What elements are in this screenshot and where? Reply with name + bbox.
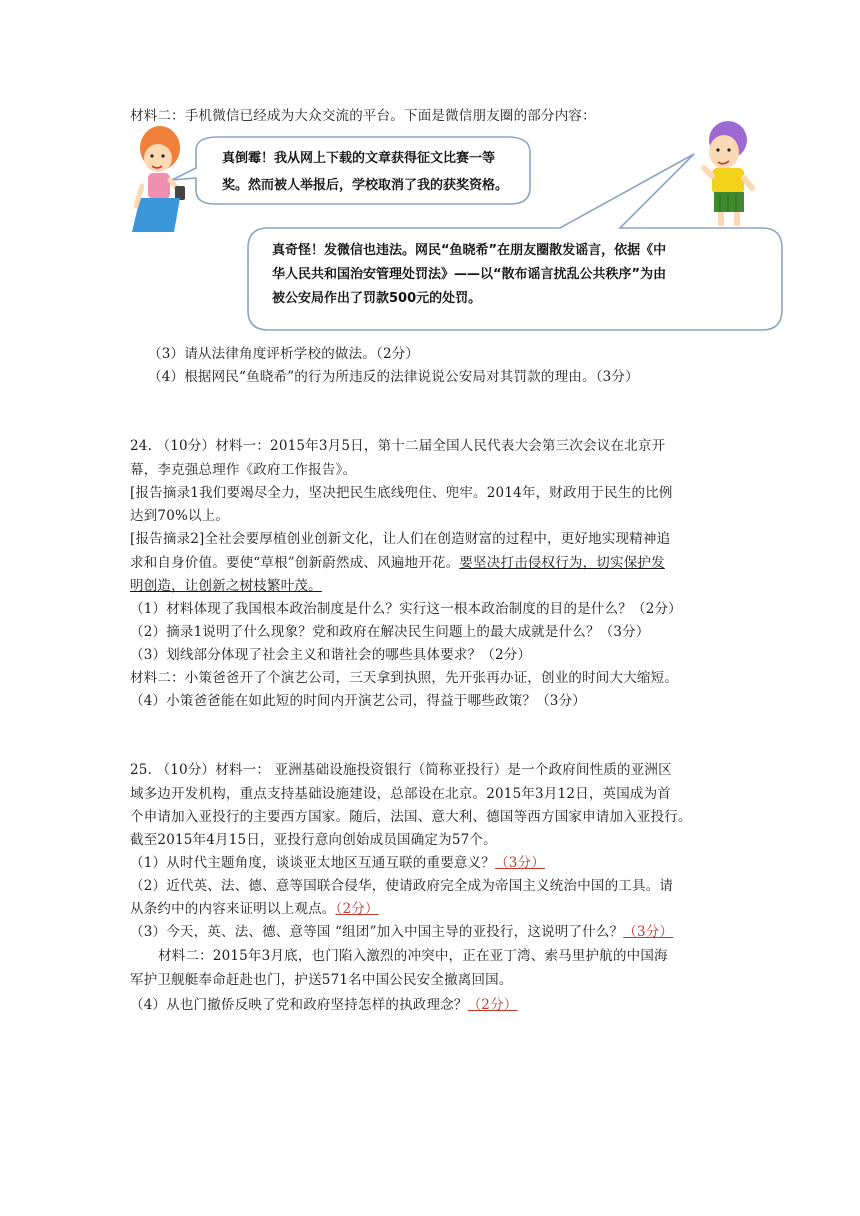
q24-line4: 达到70%以上。 (130, 508, 230, 524)
material-intro: 材料二：手机微信已经成为大众交流的平台。下面是微信朋友圈的部分内容： (130, 108, 596, 124)
q24-line3: [报告摘录1我们要竭尽全力，坚决把民生底线兜住、兜牢。2014年，财政用于民生的比例 (130, 485, 673, 501)
q25-q2-line2 (130, 899, 379, 919)
q24-line1: 24. （10分）材料一：2015年3月5日，第十二届全国人民代表大会第三次会议在北京开 (130, 438, 666, 454)
q25-q3 (130, 922, 673, 942)
q25-q1-score: （3分） (495, 855, 545, 871)
q24-material2: 材料二：小策爸爸开了个演艺公司，三天拿到执照，先开张再办证，创业的时间大大缩短。 (130, 670, 678, 686)
bubble1-line1: 真倒霉！我从网上下载的文章获得征文比赛一等 (222, 151, 496, 166)
q24-q3: （3）划线部分体现了社会主义和谐社会的哪些具体要求？（2分） (130, 647, 532, 663)
q24-line6 (130, 553, 665, 573)
bubble1-line2: 奖。然而被人举报后，学校取消了我的获奖资格。 (222, 178, 509, 193)
q25-line1: 25. （10分）材料一： 亚洲基础设施投资银行（简称亚投行）是一个政府间性质的亚洲区 (130, 762, 672, 778)
q24-line7 (130, 576, 322, 596)
q24-underlined-2: 明创造，让创新之树枝繁叶茂。 (130, 578, 322, 594)
q25-q4 (130, 995, 517, 1015)
q24-q2: （2）摘录1说明了什么现象？党和政府在解决民生问题上的最大成就是什么？（3分） (130, 624, 650, 640)
q23-3: （3）请从法律角度评析学校的做法。（2分） (148, 346, 420, 362)
q25-q1-text: （1）从时代主题角度，谈谈亚太地区互通互联的重要意义？ (130, 855, 495, 871)
bubble2-line2: 华人民共和国治安管理处罚法》——以“散布谣言扰乱公共秩序”为由 (272, 267, 667, 282)
q25-line2: 域多边开发机构，重点支持基础设施建设，总部设在北京。2015年3月12日，英国成为首 (130, 786, 672, 802)
q25-q2-line1: （2）近代英、法、德、意等国联合侵华，使请政府完全成为帝国主义统治中国的工具。请 (130, 878, 674, 894)
q24-line5: [报告摘录2]全社会要厚植创业创新文化，让人们在创造财富的过程中，更好地实现精神追 (130, 531, 671, 547)
q24-q4: （4）小策爸爸能在如此短的时间内开演艺公司，得益于哪些政策？（3分） (130, 693, 586, 709)
boy-figure-icon (704, 121, 752, 226)
q25-q3-text: （3）今天，英、法、德、意等国 “组团”加入中国主导的亚投行，这说明了什么？ (130, 924, 624, 940)
q25-q3-score: （3分） (623, 924, 674, 940)
q25-q2-text: 从条约中的内容来证明以上观点。 (130, 901, 336, 917)
q25-q2-score: （2分） (335, 901, 379, 917)
q25-q1 (130, 853, 545, 873)
q25-m2-line2: 军护卫舰艇奉命赶赴也门，护送571名中国公民安全撤离回国。 (130, 972, 513, 988)
q24-line2: 幕，李克强总理作《政府工作报告》。 (130, 462, 357, 478)
q25-line3: 个申请加入亚投行的主要西方国家。随后，法国、意大利、德国等西方国家申请加入亚投行。 (130, 809, 692, 825)
q25-q4-text: （4）从也门撤侨反映了党和政府坚持怎样的执政理念？ (130, 997, 468, 1013)
q25-line4: 截至2015年4月15日，亚投行意向创始成员国确定为57个。 (130, 832, 497, 848)
q25-m2-line1: 材料二：2015年3月底，也门陷入激烈的冲突中，正在亚丁湾、索马里护航的中国海 (158, 948, 668, 964)
q24-underlined-1: 要坚决打击侵权行为，切实保护发 (459, 555, 665, 571)
bubble2-line1: 真奇怪！发微信也违法。网民“鱼晓希”在朋友圈散发谣言，依据《中 (272, 243, 667, 258)
bubble2-line3: 被公安局作出了罚款500元的处罚。 (272, 291, 482, 306)
q24-q1: （1）材料体现了我国根本政治制度是什么？实行这一根本政治制度的目的是什么？（2分） (130, 601, 682, 617)
q25-q4-score: （2分） (467, 997, 518, 1013)
q23-4: （4）根据网民“鱼晓希”的行为所违反的法律说说公安局对其罚款的理由。（3分） (148, 369, 639, 385)
q24-line6-text: 求和自身价值。要使“草根”创新蔚然成、风遍地开花。 (130, 555, 460, 571)
